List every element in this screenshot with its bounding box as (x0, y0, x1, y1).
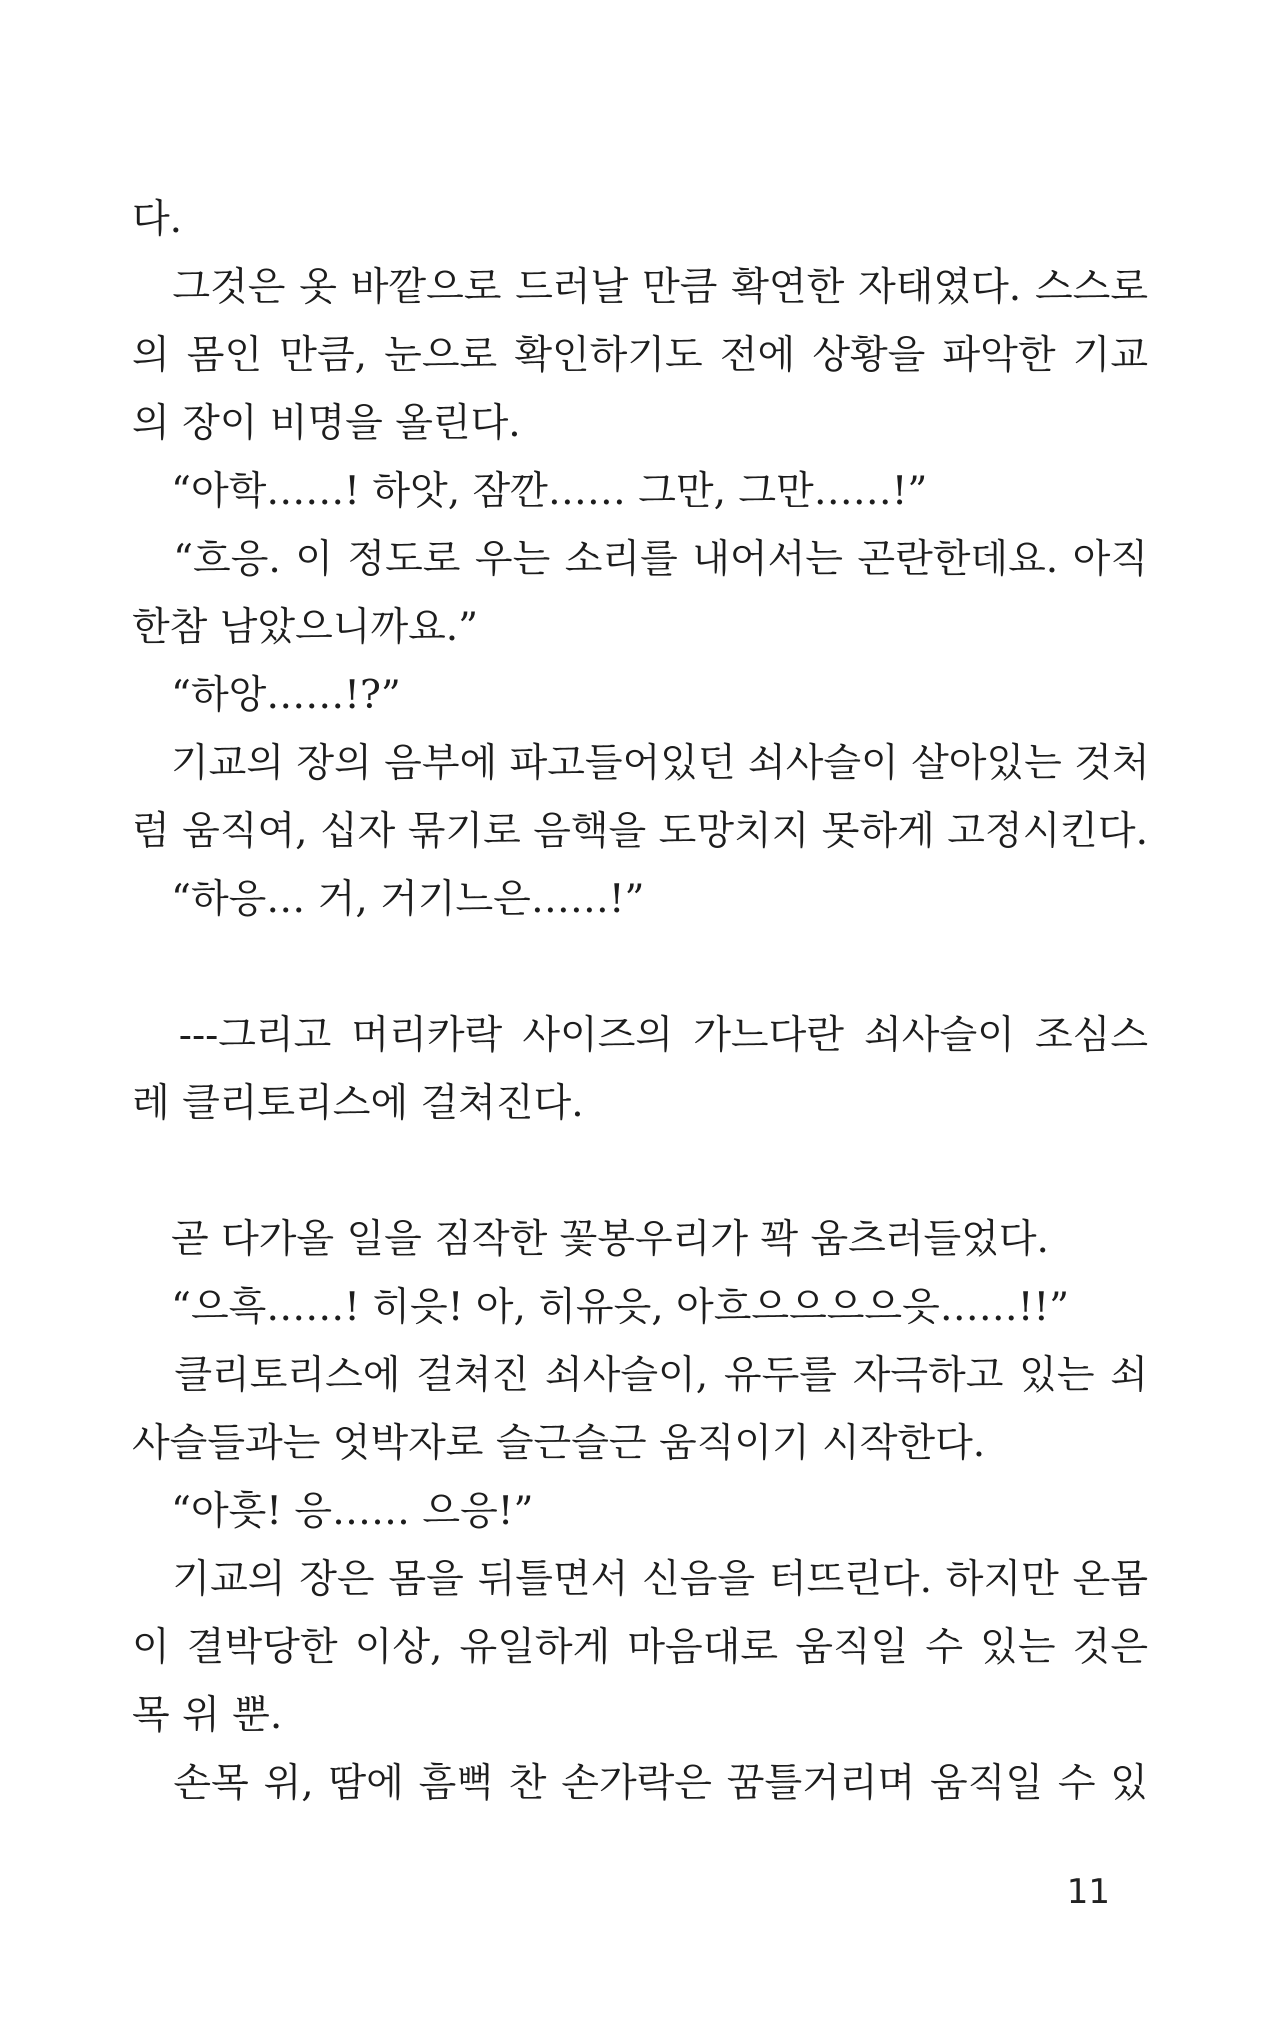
text-line: 의 장이 비명을 올린다. (132, 401, 521, 446)
text-line: “아학……! 하앗, 잠깐…… 그만, 그만……!” (132, 469, 928, 514)
text-line: 클리토리스에 걸쳐진 쇠사슬이, 유두를 자극하고 있는 쇠 (132, 1353, 1148, 1398)
blank-line (132, 1138, 1148, 1206)
text-line: 다. (132, 197, 183, 242)
text-line: 손목 위, 땀에 흠뻑 찬 손가락은 꿈틀거리며 움직일 수 있 (132, 1761, 1148, 1806)
text-line: 레 클리토리스에 걸쳐진다. (132, 1081, 584, 1126)
body-text (132, 186, 1148, 1818)
text-line: “하앙……!?” (132, 673, 401, 718)
text-line: 럼 움직여, 십자 묶기로 음핵을 도망치지 못하게 고정시킨다. (132, 809, 1148, 854)
text-line: 사슬들과는 엇박자로 슬근슬근 움직이기 시작한다. (132, 1421, 986, 1466)
text-line: 기교의 장의 음부에 파고들어있던 쇠사슬이 살아있는 것처 (132, 741, 1150, 786)
text-line: 한참 남았으니까요.” (132, 605, 479, 650)
text-line: 이 결박당한 이상, 유일하게 마음대로 움직일 수 있는 것은 (132, 1625, 1148, 1670)
text-line: 그것은 옷 바깥으로 드러날 만큼 확연한 자태였다. 스스로 (132, 265, 1148, 310)
text-line: ---그리고 머리카락 사이즈의 가느다란 쇠사슬이 조심스 (132, 1013, 1148, 1058)
blank-line (132, 934, 1148, 1002)
text-line: 의 몸인 만큼, 눈으로 확인하기도 전에 상황을 파악한 기교 (132, 333, 1148, 378)
page-number: 11 (1066, 1872, 1110, 1912)
text-line: “아흣! 응…… 으응!” (132, 1489, 534, 1534)
text-line: “으흑……! 히읏! 아, 히유읏, 아흐으으으으읏……!!” (132, 1285, 1070, 1330)
text-line: 목 위 뿐. (132, 1693, 283, 1738)
text-line: 곧 다가올 일을 짐작한 꽃봉우리가 꽉 움츠러들었다. (132, 1217, 1049, 1262)
text-line: 기교의 장은 몸을 뒤틀면서 신음을 터뜨린다. 하지만 온몸 (132, 1557, 1148, 1602)
text-line: “하응… 거, 거기느은……!” (132, 877, 645, 922)
text-line: “흐응. 이 정도로 우는 소리를 내어서는 곤란한데요. 아직 (132, 537, 1148, 582)
